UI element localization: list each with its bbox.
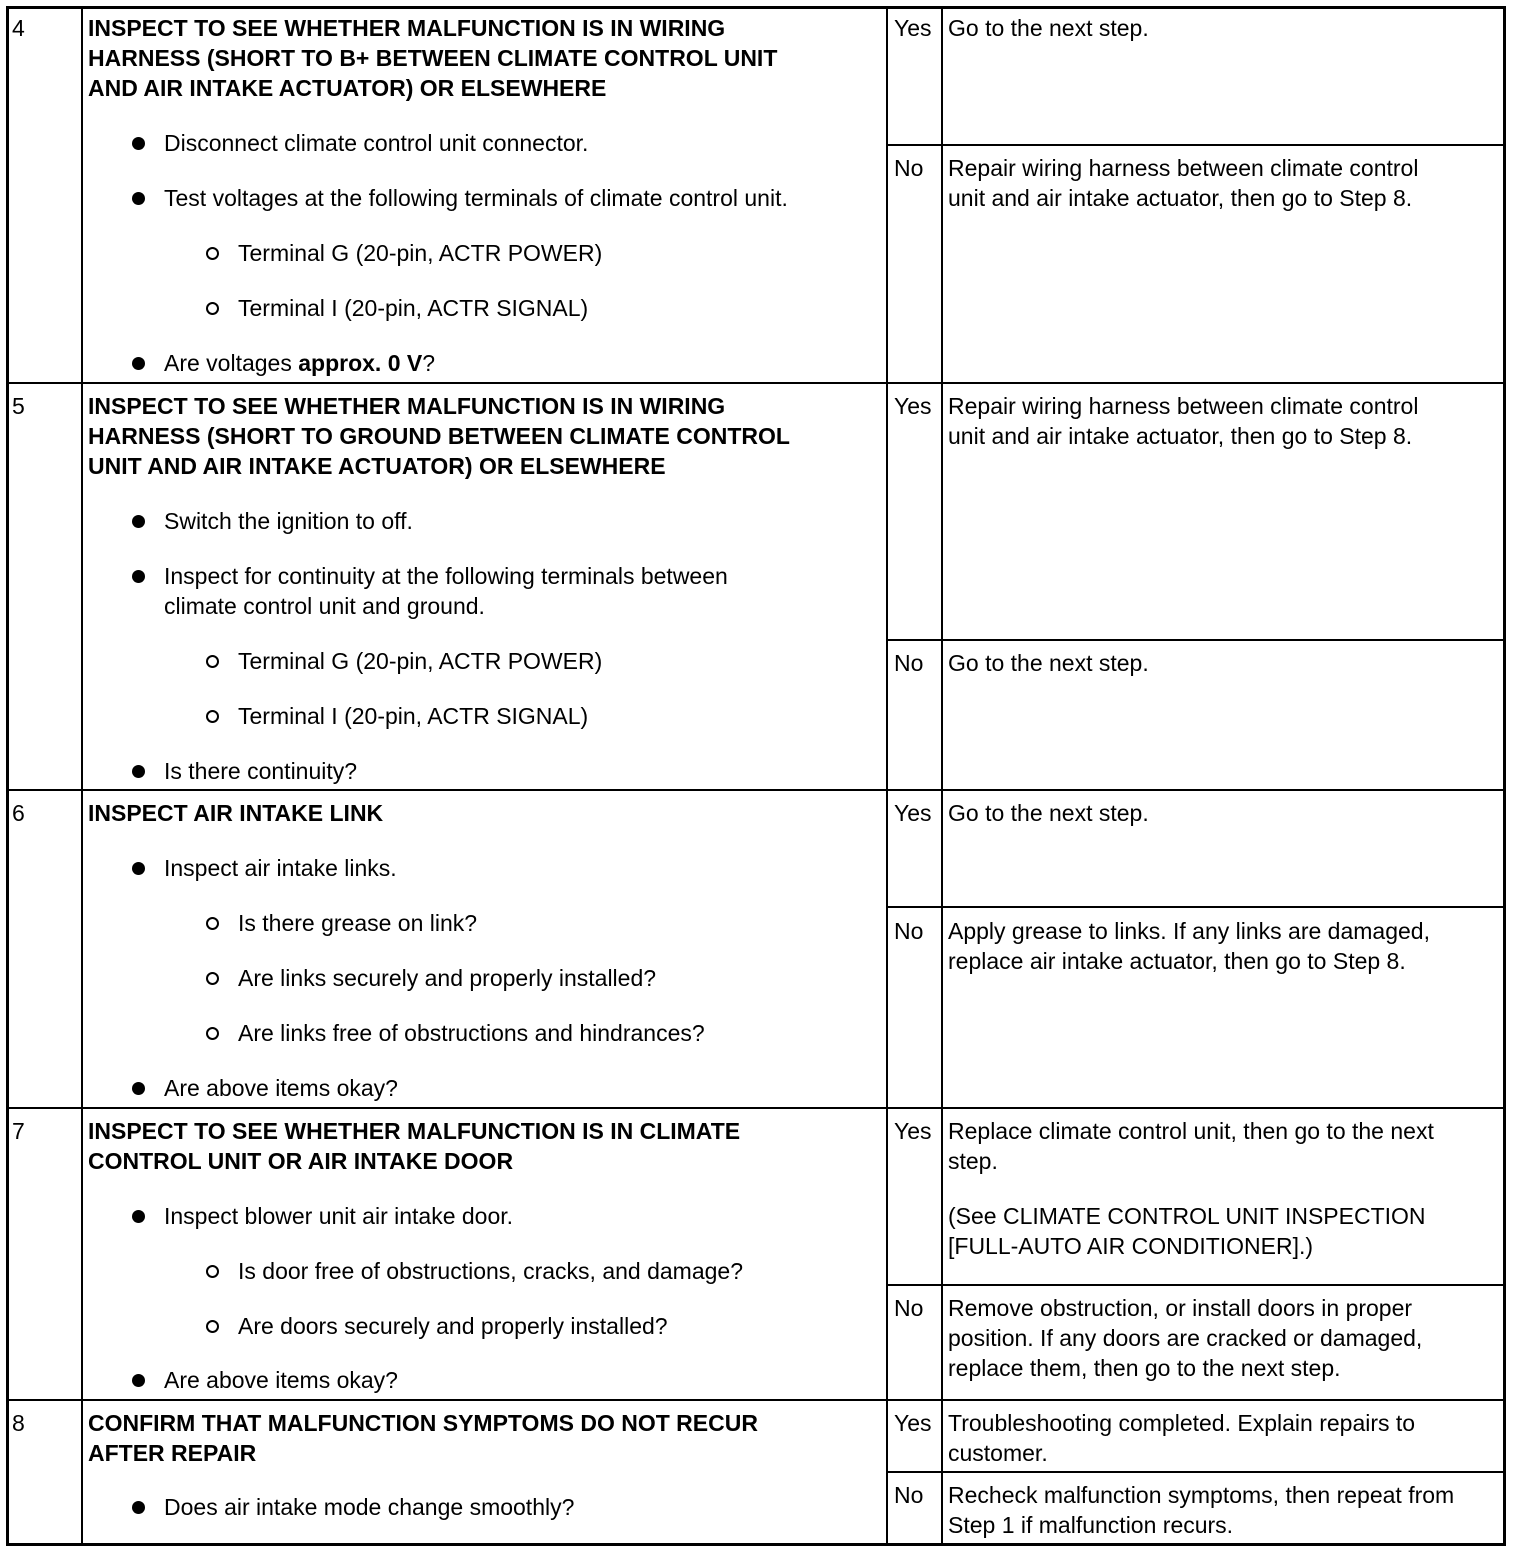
no-label: No — [894, 918, 924, 944]
check-item-continued: climate control unit and ground. — [164, 593, 485, 619]
check-subitem: Are links free of obstructions and hindrances? — [238, 1020, 705, 1046]
check-item: Disconnect climate control unit connector. — [164, 130, 589, 156]
bullet-icon — [132, 765, 145, 778]
row-divider — [7, 1107, 1505, 1109]
yes-action: Troubleshooting completed. Explain repairs to — [948, 1410, 1416, 1436]
yes-note: (See CLIMATE CONTROL UNIT INSPECTION — [948, 1203, 1426, 1229]
check-subitem: Are links securely and properly installed? — [238, 965, 657, 991]
sub-bullet-icon — [206, 247, 219, 260]
check-item: Test voltages at the following terminals of climate control unit. — [164, 185, 788, 211]
yes-no-divider — [886, 906, 1505, 908]
check-subitem: Terminal G (20-pin, ACTR POWER) — [238, 240, 603, 266]
sub-bullet-icon — [206, 302, 219, 315]
check-item: Are above items okay? — [164, 1075, 398, 1101]
yes-action: step. — [948, 1148, 998, 1174]
no-action: Recheck malfunction symptoms, then repeat from — [948, 1482, 1455, 1508]
bullet-icon — [132, 570, 145, 583]
check-subitem: Is door free of obstructions, cracks, and damage? — [238, 1258, 743, 1284]
check-item: Inspect for continuity at the following terminals between — [164, 563, 728, 589]
check-item: Does air intake mode change smoothly? — [164, 1494, 575, 1520]
sub-bullet-icon — [206, 917, 219, 930]
no-label: No — [894, 1295, 924, 1321]
bullet-icon — [132, 515, 145, 528]
row-divider — [7, 789, 1505, 791]
bullet-icon — [132, 357, 145, 370]
no-action: Step 1 if malfunction recurs. — [948, 1512, 1234, 1538]
yes-note: [FULL-AUTO AIR CONDITIONER].) — [948, 1233, 1314, 1259]
no-action: position. If any doors are cracked or damaged, — [948, 1325, 1423, 1351]
column-divider-step — [81, 7, 83, 1545]
check-item: Are voltages approx. 0 V? — [164, 350, 436, 376]
check-item: Inspect blower unit air intake door. — [164, 1203, 514, 1229]
step-number: 5 — [12, 393, 25, 419]
bullet-icon — [132, 1082, 145, 1095]
no-action: Remove obstruction, or install doors in proper — [948, 1295, 1413, 1321]
check-subitem: Terminal I (20-pin, ACTR SIGNAL) — [238, 703, 589, 729]
yes-action: unit and air intake actuator, then go to Step 8. — [948, 423, 1413, 449]
no-action: unit and air intake actuator, then go to Step 8. — [948, 185, 1413, 211]
check-item: Is there continuity? — [164, 758, 358, 784]
voltage-value: approx. 0 V — [298, 350, 423, 376]
no-label: No — [894, 155, 924, 181]
yes-no-divider — [886, 1471, 1505, 1473]
no-action: Repair wiring harness between climate control — [948, 155, 1419, 181]
yes-no-divider — [886, 639, 1505, 641]
step-title-line: CONTROL UNIT OR AIR INTAKE DOOR — [88, 1148, 514, 1174]
row-divider — [7, 382, 1505, 384]
yes-label: Yes — [894, 393, 932, 419]
sub-bullet-icon — [206, 710, 219, 723]
step-number: 6 — [12, 800, 25, 826]
check-item: Switch the ignition to off. — [164, 508, 413, 534]
check-subitem: Terminal I (20-pin, ACTR SIGNAL) — [238, 295, 589, 321]
yes-label: Yes — [894, 1118, 932, 1144]
bullet-icon — [132, 1501, 145, 1514]
row-divider — [7, 1399, 1505, 1401]
step-title-line: AND AIR INTAKE ACTUATOR) OR ELSEWHERE — [88, 75, 607, 101]
sub-bullet-icon — [206, 655, 219, 668]
no-action: replace air intake actuator, then go to Step 8. — [948, 948, 1406, 974]
step-number: 7 — [12, 1118, 25, 1144]
yes-action: Go to the next step. — [948, 15, 1149, 41]
bullet-icon — [132, 1210, 145, 1223]
step-title-line: INSPECT TO SEE WHETHER MALFUNCTION IS IN WIRING — [88, 393, 726, 419]
bullet-icon — [132, 862, 145, 875]
bullet-icon — [132, 1374, 145, 1387]
bullet-icon — [132, 137, 145, 150]
sub-bullet-icon — [206, 1265, 219, 1278]
step-title-line: UNIT AND AIR INTAKE ACTUATOR) OR ELSEWHERE — [88, 453, 666, 479]
column-divider-action — [886, 7, 888, 1545]
step-title-line: HARNESS (SHORT TO GROUND BETWEEN CLIMATE CONTROL — [88, 423, 790, 449]
yes-no-divider — [886, 1284, 1505, 1286]
check-subitem: Terminal G (20-pin, ACTR POWER) — [238, 648, 603, 674]
yes-action: Replace climate control unit, then go to the next — [948, 1118, 1434, 1144]
yes-no-divider — [886, 144, 1505, 146]
step-title-line: INSPECT TO SEE WHETHER MALFUNCTION IS IN CLIMATE — [88, 1118, 741, 1144]
column-divider-result — [941, 7, 943, 1545]
yes-action: Repair wiring harness between climate control — [948, 393, 1419, 419]
no-action: Go to the next step. — [948, 650, 1149, 676]
check-subitem: Is there grease on link? — [238, 910, 478, 936]
step-number: 4 — [12, 15, 25, 41]
yes-label: Yes — [894, 800, 932, 826]
step-title-line: HARNESS (SHORT TO B+ BETWEEN CLIMATE CONTROL UNIT — [88, 45, 778, 71]
sub-bullet-icon — [206, 1027, 219, 1040]
check-item: Inspect air intake links. — [164, 855, 397, 881]
yes-label: Yes — [894, 15, 932, 41]
no-action: replace them, then go to the next step. — [948, 1355, 1341, 1381]
yes-label: Yes — [894, 1410, 932, 1436]
step-title-line: INSPECT TO SEE WHETHER MALFUNCTION IS IN WIRING — [88, 15, 726, 41]
no-label: No — [894, 650, 924, 676]
check-item: Are above items okay? — [164, 1367, 398, 1393]
check-subitem: Are doors securely and properly installed? — [238, 1313, 668, 1339]
no-label: No — [894, 1482, 924, 1508]
step-title-line: INSPECT AIR INTAKE LINK — [88, 800, 384, 826]
no-action: Apply grease to links. If any links are damaged, — [948, 918, 1430, 944]
bullet-icon — [132, 192, 145, 205]
yes-action: customer. — [948, 1440, 1048, 1466]
step-number: 8 — [12, 1410, 25, 1436]
step-title-line: CONFIRM THAT MALFUNCTION SYMPTOMS DO NOT RECUR — [88, 1410, 758, 1436]
sub-bullet-icon — [206, 1320, 219, 1333]
sub-bullet-icon — [206, 972, 219, 985]
step-title-line: AFTER REPAIR — [88, 1440, 257, 1466]
yes-action: Go to the next step. — [948, 800, 1149, 826]
